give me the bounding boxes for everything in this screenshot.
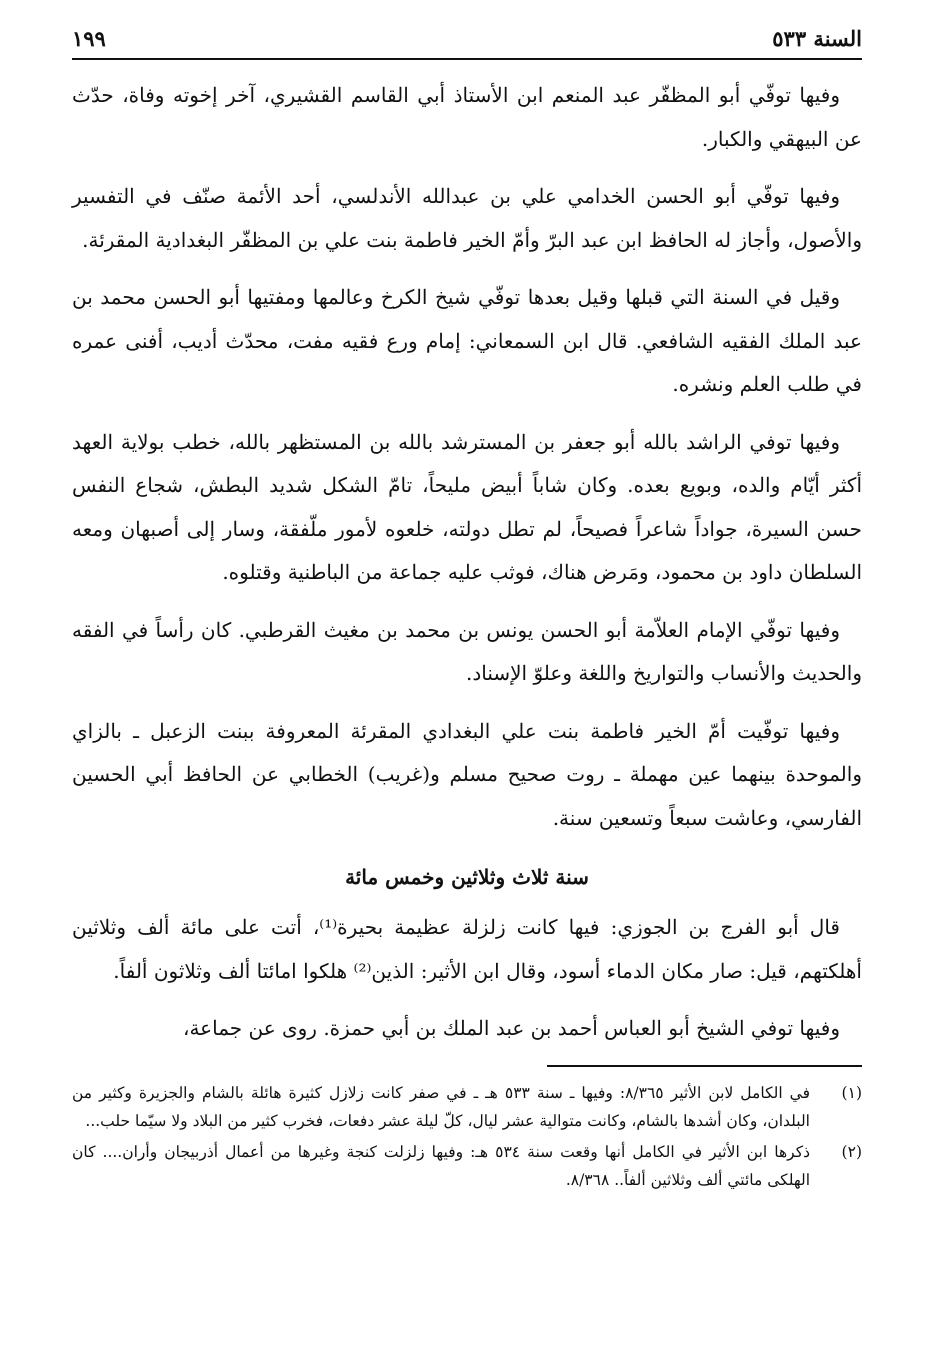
footnote-number: (١) [841,1083,862,1102]
footnote-text: في الكامل لابن الأثير ٨/٣٦٥: وفيها ـ سنة ٥٣٣ هـ ـ في صفر كانت زلازل كثيرة هائلة بالشام والجزيرة وكثير من البلدان، وكان أشدها بالشام، وكانت متوالية عشر ليال، كلّ ليلة عشر دفعات، فخرب كثير من البلاد ولا سيّما حلب... [72,1083,810,1130]
main-text [72,74,862,1051]
paragraph-sheikh-karkh: وقيل في السنة التي قبلها وقيل بعدها توفّي شيخ الكرخ وعالمها ومفتيها أبو الحسن محمد بن عبد الملك الفقيه الشافعي. قال ابن السمعاني: إمام ورع فقيه مفت، محدّث أديب، أفنى عمره في طلب العلم ونشره. [72,285,862,396]
book-page [72,22,862,1197]
footnote-separator [547,1065,862,1067]
paragraph-abu-al-abbas: وفيها توفي الشيخ أبو العباس أحمد بن عبد الملك بن أبي حمزة. روى عن جماعة، [182,1016,840,1040]
section-heading-year-533: سنة ثلاث وثلاثين وخمس مائة [345,865,589,889]
paragraph-abu-muzaffar: وفيها توفّي أبو المظفّر عبد المنعم ابن الأستاذ أبي القاسم القشيري، آخر إخوته وفاة، حدّث عن البيهقي والكبار. [72,83,862,151]
paragraph-earthquake: قال أبو الفرج بن الجوزي: فيها كانت زلزلة عظيمة بحيرة⁽¹⁾، أتت على مائة ألف وثلاثين أهلكتهم، قيل: صار مكان الدماء أسود، وقال ابن الأثير: الذين⁽²⁾ هلكوا امائتا ألف وثلاثون ألفاً. [72,915,862,983]
paragraph-umm-al-khayr: وفيها توفّيت أمّ الخير فاطمة بنت علي البغدادي المقرئة المعروفة ببنت الزعبل ـ بالزاي والموحدة بينهما عين مهملة ـ روت صحيح مسلم و(غريب) الخطابي عن الحافظ أبي الحسين الفارسي، وعاشت سبعاً وتسعين سنة. [72,718,862,830]
paragraph-rashid-billah: وفيها توفي الراشد بالله أبو جعفر بن المسترشد بالله بن المستظهر بالله، خطب بولاية العهد أكثر أيّام والده، وبويع بعده. وكان شاباً أبيض مليحاً، تامّ الشكل شديد البطش، شجاع النفس حسن السيرة، جواداً شاعراً فصيحاً، لم تطل دولته، خلعوه لأمور ملّفقة، وسار إلى أصبهان ومعه السلطان داود بن محمود، ومَرض هناك، فوثب عليه جماعة من الباطنية وقتلوه. [72,429,862,584]
page-number: ١٩٩ [72,26,106,51]
running-header [72,22,862,60]
footnote-text: ذكرها ابن الأثير في الكامل أنها وقعت سنة ٥٣٤ هـ: وفيها زلزلت كنجة وغيرها من أعمال أذربيجان وأران.... كان الهلكى مائتي ألف وثلاثين ألفاً.. ٨/٣٦٨. [72,1142,810,1189]
footnote-2 [72,1138,862,1194]
paragraph-khudami: وفيها توفّي أبو الحسن الخدامي علي بن عبدالله الأندلسي، أحد الأئمة صنّف في التفسير والأصول، وأجاز له الحافظ ابن عبد البرّ وأمّ الخير فاطمة بنت علي بن المظفّر البغدادية المقرئة. [72,184,862,252]
footnotes [72,1079,862,1194]
paragraph-yunus-qurtubi: وفيها توفّي الإمام العلاّمة أبو الحسن يونس بن محمد بن مغيث القرطبي. كان رأساً في الفقه والحديث والأنساب والتواريخ واللغة وعلوّ الإسناد. [72,617,862,685]
footnote-1 [72,1079,862,1135]
header-year-title: السنة ٥٣٣ [772,26,862,51]
footnote-number: (٢) [841,1142,862,1161]
